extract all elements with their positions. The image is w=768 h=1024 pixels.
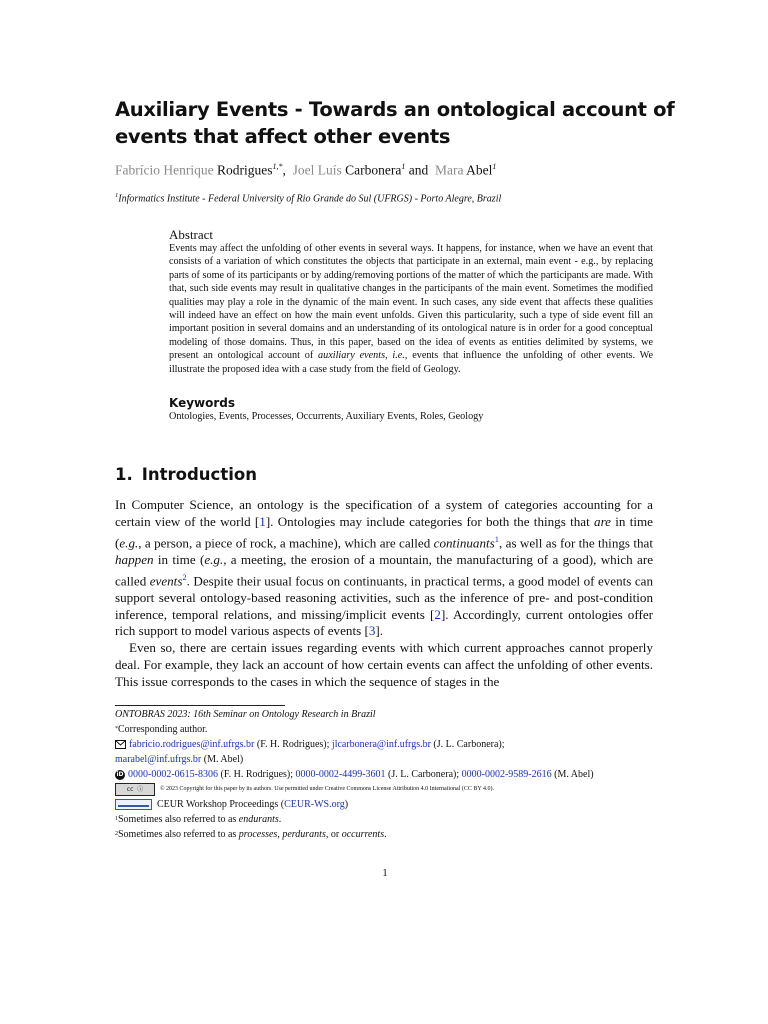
author-1-family-name: Rodrigues <box>216 162 273 178</box>
author-separator: , <box>282 162 286 178</box>
section-heading <box>115 465 257 484</box>
paragraph-2: Even so, there are certain issues regarding events with which current approaches cannot properly deal. For example, they lack an account of how certain events can affect the unfolding of other events. This issue corresponds to the cases in which the sequence of stages in the <box>115 640 653 689</box>
p1-text: ]. Ontologies may include categories for both the things that <box>265 513 595 529</box>
abstract-heading: Abstract <box>169 227 214 242</box>
paper-title: Auxiliary Events - Towards an ontological account of events that affect other events <box>115 98 675 148</box>
email-line-1 <box>115 737 675 752</box>
abstract-emphasis: auxiliary events, i.e., <box>318 350 408 362</box>
section-number: 1. <box>115 465 133 484</box>
email-owner-2: (J. L. Carbonera); <box>430 739 505 750</box>
footnote-2-mark: 2 <box>115 831 118 837</box>
p1-text: in time ( <box>115 513 653 550</box>
author-2-given-name: Joel Luís <box>292 162 342 178</box>
ceur-close: ) <box>344 799 349 810</box>
abstract-body <box>169 242 653 376</box>
p1-text: , a meeting, the erosion of a mountain, the manufacturing of a good), which are called <box>115 551 653 588</box>
p1-text: in time ( <box>153 551 205 567</box>
keywords-list: Ontologies, Events, Processes, Occurrents, Auxiliary Events, Roles, Geology <box>169 411 484 422</box>
copyright-text: © 2023 Copyright for this paper by its authors. Use permitted under Creative Commons License Attribution 4.0 International (CC BY 4.0). <box>160 786 494 792</box>
p1-text: , as well as for the things that <box>499 534 653 550</box>
p1-text: ]. Accordingly, current ontologies offer rich support to model various aspects of events [ <box>115 606 654 639</box>
author-2-family-name: Carbonera <box>345 162 402 178</box>
abstract-text-part-1: Events may affect the unfolding of other events in several ways. It happens, for instance, when we have an event that consists of a variation of which constitutes the objects that participate in an external, main event - e.g., by replacing parts of some of its participants or by adding/removing portions of the matter of which the participants are made. With that, such side events may result in qualitative changes in the participants of the main event. Sometimes the modified qualities may play a role in the dynamic of the main event. In such cases, any side event that affects these qualities will indeed have an effect on how the main event unfolds. Given this particularity, such a type of side event fill an important position in several domains and an understanding of its ontological nature is in order for a good conceptual modeling of those domains. Thus, in this paper, based on the idea of events as entities delimited by systems, we present an ontological account of <box>169 243 653 362</box>
footnote-2-emphasis: occurrents <box>341 829 385 840</box>
orcid-owner-2: (J. L. Carbonera); <box>385 769 462 780</box>
citation-link-1[interactable]: 1 <box>259 513 266 529</box>
p1-emphasis: are <box>594 513 611 529</box>
orcid-icon: iD <box>116 770 124 778</box>
citation-link-3[interactable]: 3 <box>368 623 376 639</box>
footnote-1-mark: 1 <box>115 816 118 822</box>
orcid-owner-3: (M. Abel) <box>551 769 594 780</box>
email-owner-3: (M. Abel) <box>201 754 244 765</box>
footnote-1 <box>115 812 675 827</box>
ceur-link[interactable]: CEUR-WS.org <box>284 799 345 810</box>
p1-text: , a person, a piece of rock, a machine), which are called <box>138 534 434 550</box>
orcid-owner-1: (F. H. Rodrigues); <box>218 769 296 780</box>
email-link-3[interactable]: marabel@inf.ufrgs.br <box>115 754 202 765</box>
affiliation-text: Informatics Institute - Federal University of Rio Grande do Sul (UFRGS) - Porto Alegre, Brazil <box>118 193 502 205</box>
author-3-marks: 1 <box>492 162 497 171</box>
footnote-2-sep: , <box>277 829 283 840</box>
orcid-line <box>115 767 675 782</box>
corresponding-note <box>115 722 675 737</box>
p1-emphasis: e.g. <box>119 534 139 550</box>
email-line-2 <box>115 752 675 767</box>
affiliation <box>115 192 501 204</box>
ceur-text: CEUR Workshop Proceedings ( <box>157 799 285 810</box>
paragraph-1 <box>115 497 653 640</box>
author-3-family-name: Abel <box>466 162 493 178</box>
conference-note <box>115 707 675 722</box>
orcid-link-2[interactable]: 0000-0002-4499-3601 <box>295 769 386 780</box>
footnote-2 <box>115 827 675 842</box>
email-link-1[interactable]: fabricio.rodrigues@inf.ufrgs.br <box>129 739 255 750</box>
email-owner-1: (F. H. Rodrigues); <box>254 739 332 750</box>
p1-emphasis: e.g. <box>204 551 224 567</box>
p1-emphasis: events <box>149 572 183 588</box>
footnote-2-emphasis: processes <box>238 829 278 840</box>
footnote-2-end: . <box>384 829 387 840</box>
orcid-link-3[interactable]: 0000-0002-9589-2616 <box>461 769 552 780</box>
keywords-heading: Keywords <box>169 396 236 410</box>
copyright-line <box>115 782 675 797</box>
footnotes <box>115 707 675 842</box>
author-and: and <box>408 162 429 178</box>
corresponding-mark: * <box>115 726 118 732</box>
footnote-divider <box>115 705 285 706</box>
affiliation-mark: 1 <box>115 192 119 199</box>
ceur-logo-icon <box>115 799 152 810</box>
section-title: Introduction <box>141 465 257 484</box>
p1-text: In Computer Science, an ontology is the specification of a system of categories accounting for a certain view of the world [ <box>115 497 653 529</box>
author-3-given-name: Mara <box>434 162 464 178</box>
p1-emphasis: continuants <box>433 534 495 550</box>
p1-text: ]. <box>375 623 384 639</box>
envelope-icon <box>115 740 126 749</box>
footnote-link-2[interactable]: 2 <box>182 571 187 582</box>
citation-link-2[interactable]: 2 <box>434 606 441 622</box>
author-1-given-name: Fabrício Henrique <box>115 162 214 178</box>
author-1-marks: 1,* <box>272 162 283 171</box>
footnote-link-1[interactable]: 1 <box>494 533 500 544</box>
body-text <box>115 497 653 690</box>
footnote-1-end: . <box>278 814 282 825</box>
page-number: 1 <box>382 867 388 879</box>
footnote-2-text: Sometimes also referred to as <box>118 829 239 840</box>
author-2-marks: 1 <box>401 162 406 171</box>
corresponding-text: Corresponding author. <box>118 724 208 735</box>
p1-emphasis: happen <box>115 551 154 567</box>
author-list <box>115 162 496 179</box>
creative-commons-icon: cc ⓘ <box>115 783 155 796</box>
conference-name: ONTOBRAS 2023: 16th Seminar on Ontology Research in Brazil <box>115 709 376 720</box>
footnote-2-emphasis: perdurants <box>282 829 326 840</box>
orcid-link-1[interactable]: 0000-0002-0615-8306 <box>128 769 218 780</box>
abstract-text-part-2: events that influence the unfolding of other events. We illustrate the proposed idea with a case study from the field of Geology. <box>169 350 653 375</box>
footnote-1-emphasis: endurants <box>238 814 279 825</box>
footnote-1-text: Sometimes also referred to as <box>118 814 239 825</box>
footnote-2-sep: , or <box>325 829 342 840</box>
ceur-line <box>115 797 675 812</box>
p1-text: . Despite their usual focus on continuants, in practical terms, a good model of events can support several ontology-based reasoning activities, such as the inference of pre- and post-condition inference, temporal relations, and missing/implicit events [ <box>115 572 654 622</box>
email-link-2[interactable]: jlcarbonera@inf.ufrgs.br <box>331 739 431 750</box>
